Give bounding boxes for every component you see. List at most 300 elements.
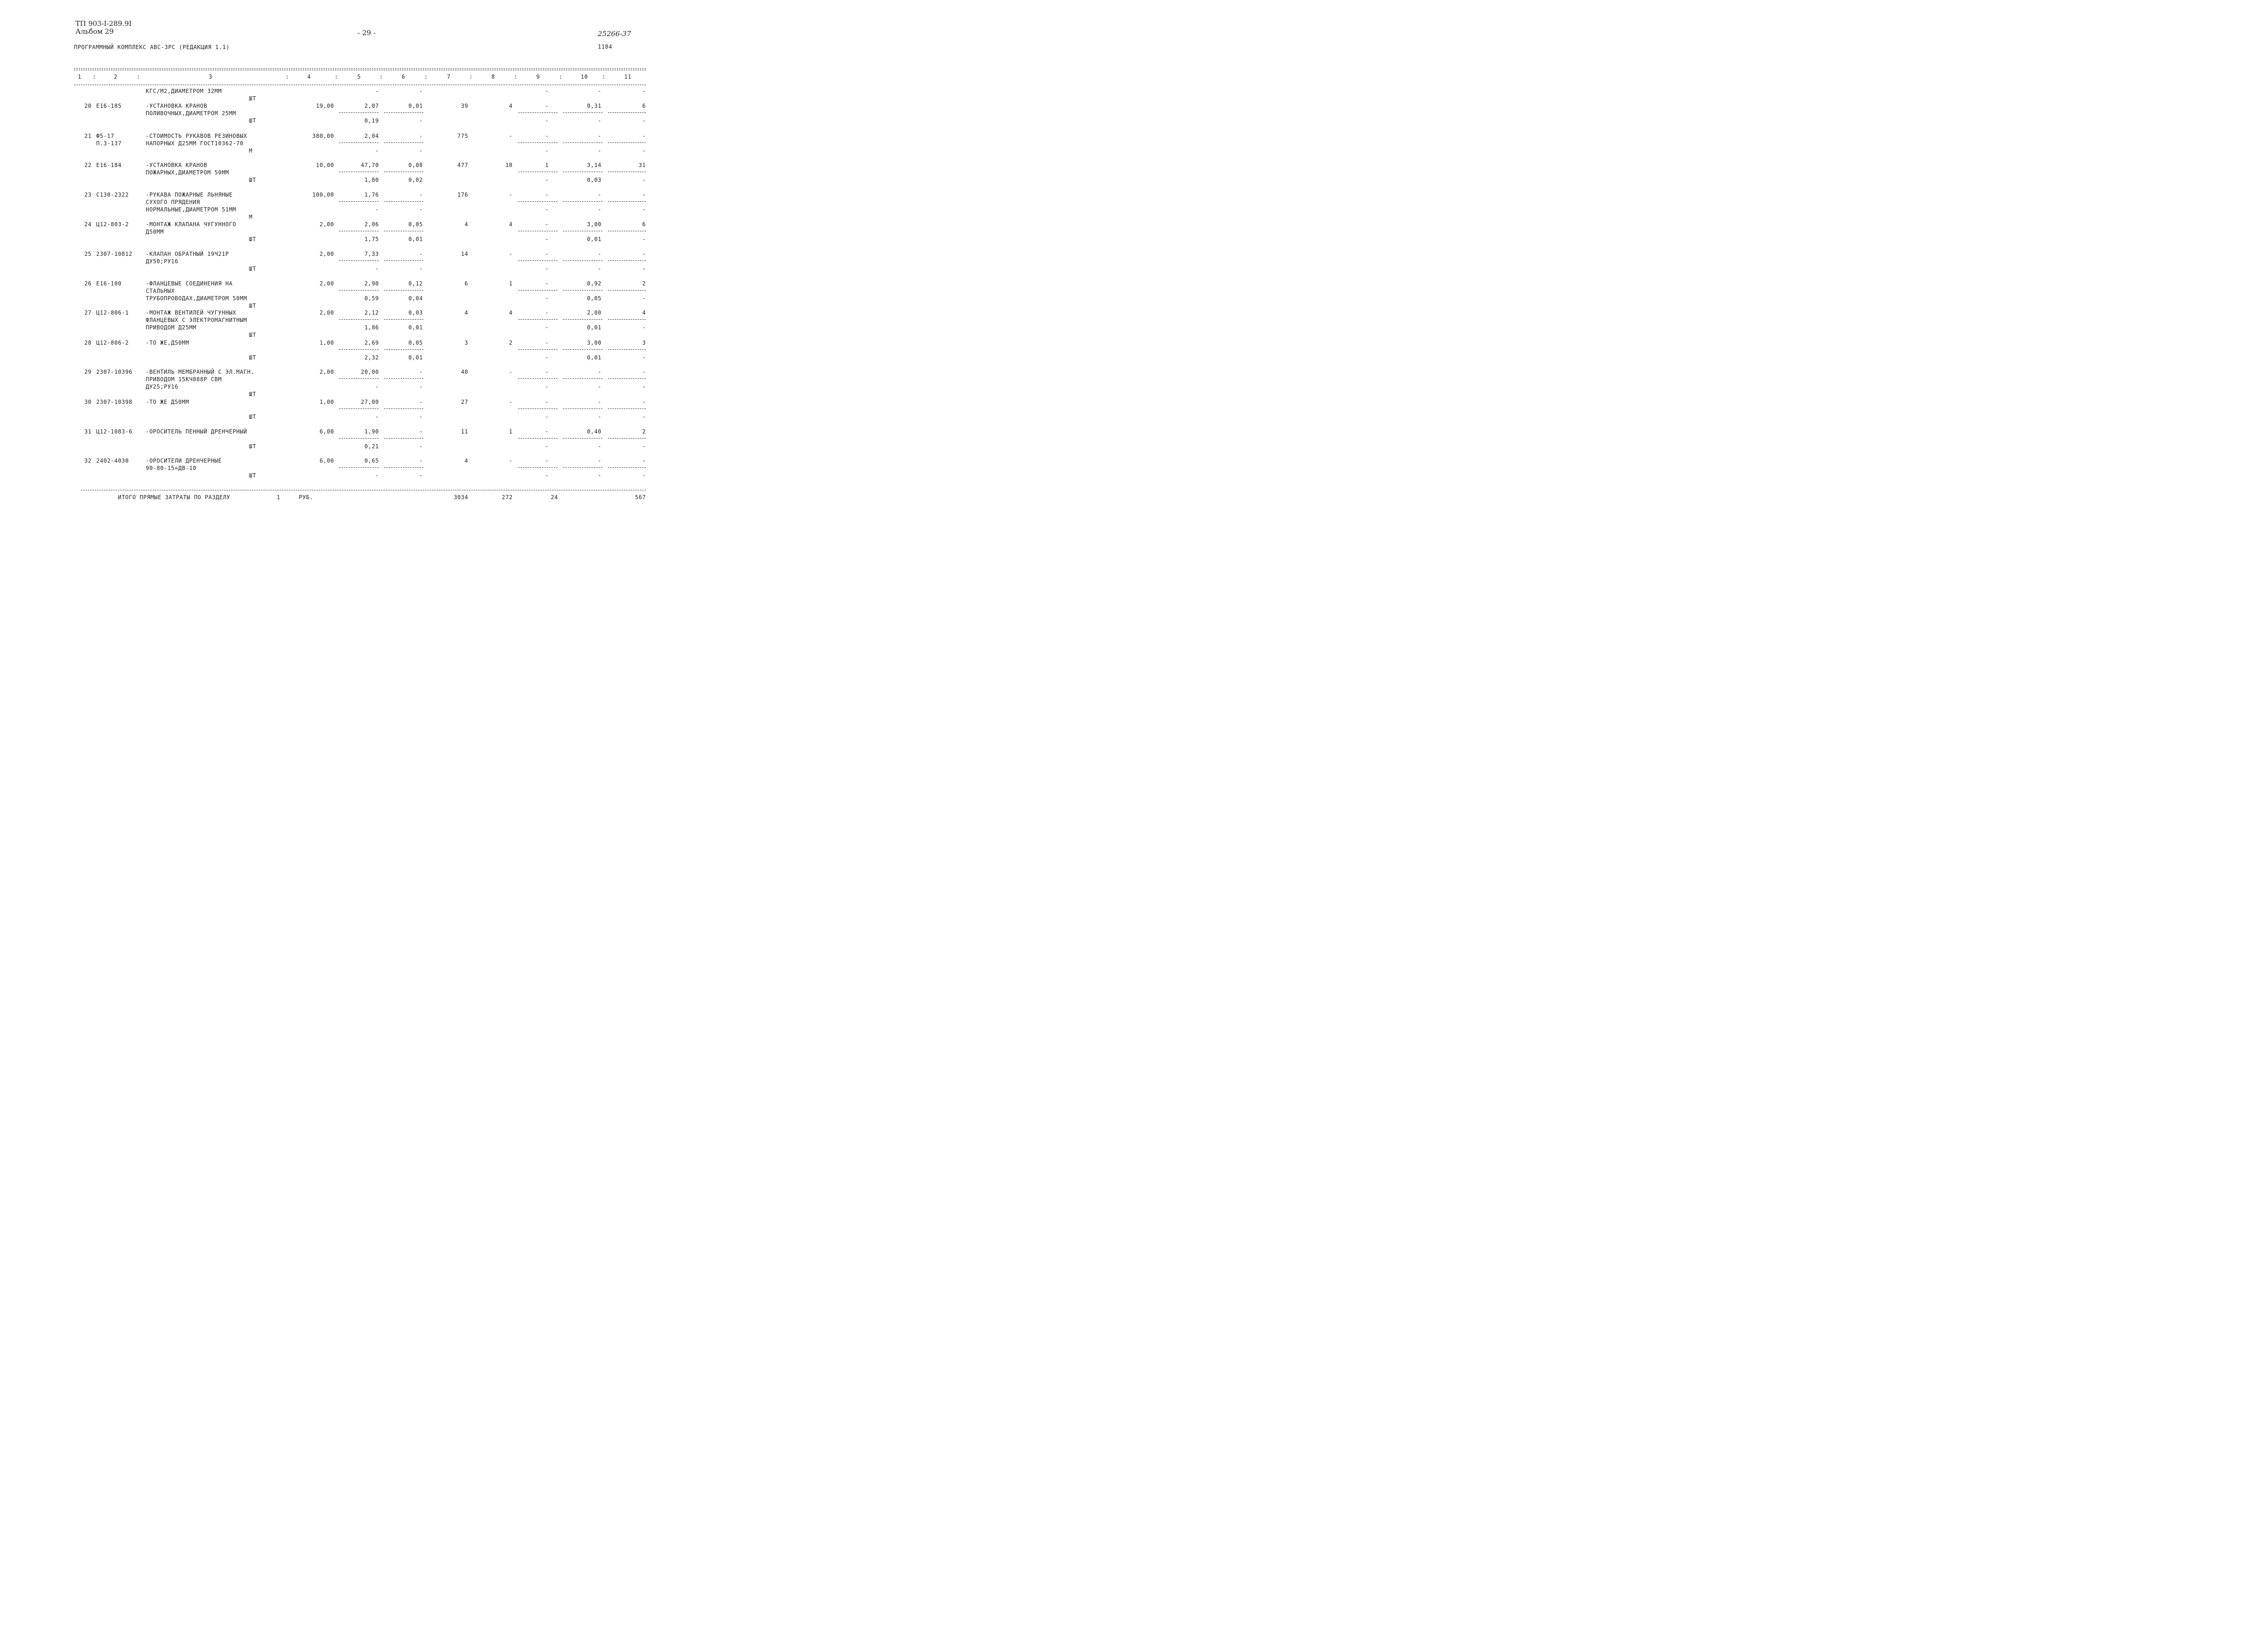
quantity: 1,00 [319, 399, 334, 405]
unit-cost-total: 1,90 [364, 428, 379, 435]
work-description: -РУКАВА ПОЖАРНЫЕ ЛЬНЯНЫЕ [146, 192, 233, 198]
unit-cost-total: 1,76 [364, 192, 379, 198]
quantity: 1,00 [319, 340, 334, 346]
unit-of-measure: ШТ [249, 177, 256, 183]
page-number: - 29 - [358, 29, 376, 37]
work-description: ПОЖАРНЫХ,ДИАМЕТРОМ 50ММ [146, 169, 229, 176]
column-separator: : [136, 74, 140, 80]
labor-per-unit: 3,14 [587, 162, 601, 168]
column-number: 9 [536, 74, 540, 80]
unit-cost-wages: 0,21 [364, 443, 379, 450]
unit-cost-total: 20,00 [360, 369, 379, 375]
labor-total: 3 [642, 340, 646, 346]
unit-cost-total: 7,33 [364, 251, 379, 257]
labor-total: - [642, 251, 646, 257]
labor-total: - [642, 369, 646, 375]
labor-machinist-per-unit: 0,03 [587, 177, 601, 183]
labor-machinist-total: - [642, 148, 646, 154]
total-wages: - [509, 192, 513, 198]
unit-cost-machines: - [419, 88, 423, 94]
column-number: 3 [209, 74, 212, 80]
total-cost: 775 [457, 133, 468, 139]
total-section-number: 1 [277, 494, 280, 501]
subtotal-rule [339, 142, 378, 143]
labor-total: - [642, 399, 646, 405]
unit-of-measure: ШТ [249, 95, 256, 102]
subtotal-rule [608, 142, 646, 143]
total-cost: 39 [461, 103, 468, 109]
unit-cost-wages: - [375, 266, 379, 272]
labor-machinist-total: - [642, 443, 646, 450]
subtotal-rule [563, 112, 602, 113]
subtotal-rule [518, 290, 558, 291]
work-description: КГС/М2,ДИАМЕТРОМ 32ММ [146, 88, 222, 94]
labor-total: 2 [642, 280, 646, 287]
labor-total: 6 [642, 103, 646, 109]
total-machine-wages: - [545, 266, 549, 272]
inventory-number: 25266-37 [598, 30, 631, 38]
labor-per-unit: - [598, 251, 601, 257]
sheet-number: 1184 [598, 43, 613, 50]
quantity: 19,00 [316, 103, 334, 109]
subtotal-rule [518, 467, 558, 468]
total-machines: - [545, 369, 549, 375]
work-description: -МОНТАЖ ВЕНТИЛЕЙ ЧУГУННЫХ [146, 309, 236, 316]
subtotal-rule [339, 319, 378, 320]
rate-code: 2307-10396 [96, 369, 133, 375]
unit-cost-machine-wages: - [419, 383, 423, 390]
labor-machinist-total: - [642, 383, 646, 390]
unit-cost-machines: - [419, 369, 423, 375]
row-number: 28 [84, 340, 92, 346]
unit-cost-machines: 0,01 [408, 103, 423, 109]
subtotal-rule [339, 290, 378, 291]
unit-cost-machine-wages: - [419, 206, 423, 213]
total-machine-wages: - [545, 177, 549, 183]
work-description: -УСТАНОВКА КРАНОВ [146, 162, 208, 168]
row-number: 22 [84, 162, 92, 168]
labor-per-unit: - [598, 192, 601, 198]
unit-of-measure: М [249, 214, 253, 220]
subtotal-rule [563, 319, 602, 320]
unit-of-measure: М [249, 148, 253, 154]
quantity: 2,00 [319, 251, 334, 257]
column-number: 11 [624, 74, 632, 80]
labor-per-unit: 0,31 [587, 103, 601, 109]
subtotal-rule [608, 349, 646, 350]
work-description: -ОРОСИТЕЛЬ ПЕННЫЙ ДРЕНЧЕРНЫЙ [146, 428, 248, 435]
subtotal-rule [608, 260, 646, 261]
labor-machinist-per-unit: 0,01 [587, 354, 601, 361]
work-description: -СТОИМОСТЬ РУКАВОВ РЕЗИНОВЫХ [146, 133, 248, 139]
subtotal-rule [384, 142, 423, 143]
labor-per-unit: 3,00 [587, 221, 601, 228]
unit-cost-wages: 1,80 [364, 177, 379, 183]
unit-cost-machine-wages: - [419, 148, 423, 154]
row-number: 30 [84, 399, 92, 405]
labor-per-unit: 0,40 [587, 428, 601, 435]
labor-machinist-per-unit: - [598, 266, 601, 272]
total-cost: 176 [457, 192, 468, 198]
labor-per-unit: - [598, 369, 601, 375]
total-cost: 477 [457, 162, 468, 168]
unit-cost-total: 2,06 [364, 221, 379, 228]
subtotal-rule [608, 378, 646, 379]
total-col11: 567 [635, 494, 646, 501]
work-description: Д50ММ [146, 229, 164, 235]
subtotal-rule [563, 467, 602, 468]
quantity: 6,00 [319, 428, 334, 435]
labor-machinist-per-unit: 0,01 [587, 324, 601, 331]
unit-cost-machine-wages: - [419, 443, 423, 450]
work-description: ФЛАНЦЕВЫХ С ЭЛЕКТРОМАГНИТНЫМ [146, 317, 248, 323]
total-label: ИТОГО ПРЯМЫЕ ЗАТРАТЫ ПО РАЗДЕЛУ [118, 494, 230, 501]
unit-of-measure: ШТ [249, 414, 256, 420]
total-machine-wages: - [545, 354, 549, 361]
subtotal-rule [339, 438, 378, 439]
unit-cost-wages: - [375, 148, 379, 154]
subtotal-rule [563, 438, 602, 439]
labor-per-unit: - [598, 399, 601, 405]
total-currency: РУБ. [299, 494, 314, 501]
unit-cost-total: 0,65 [364, 458, 379, 464]
rate-code: E16-185 [96, 103, 122, 109]
total-machines: - [545, 221, 549, 228]
row-number: 32 [84, 458, 92, 464]
labor-total: - [642, 133, 646, 139]
labor-total: 31 [638, 162, 646, 168]
row-number: 27 [84, 309, 92, 316]
document-code: ТП 903-I-289.9I [75, 19, 132, 28]
unit-cost-wages: - [375, 414, 379, 420]
total-machine-wages: - [545, 236, 549, 242]
labor-per-unit: - [598, 133, 601, 139]
labor-machinist-per-unit: - [598, 414, 601, 420]
subtotal-rule [563, 349, 602, 350]
work-description: НАПОРНЫХ Д25ММ ГОСТ10362-70 [146, 140, 244, 147]
total-wages: - [509, 399, 513, 405]
quantity: 6,00 [319, 458, 334, 464]
subtotal-rule [339, 467, 378, 468]
unit-cost-machines: 0,05 [408, 221, 423, 228]
total-machines: - [545, 309, 549, 316]
total-machine-wages: - [545, 414, 549, 420]
subtotal-rule [518, 349, 558, 350]
subtotal-rule [608, 467, 646, 468]
total-machines: 1 [545, 162, 549, 168]
total-cost: 6 [465, 280, 468, 287]
total-machines: - [545, 192, 549, 198]
unit-cost-wages: - [375, 472, 379, 479]
unit-cost-machine-wages: - [419, 472, 423, 479]
rate-code: Ц12-806-1 [96, 309, 129, 316]
unit-cost-total: 27,00 [360, 399, 379, 405]
subtotal-rule [563, 201, 602, 202]
unit-cost-machine-wages: - [419, 118, 423, 124]
subtotal-rule [518, 438, 558, 439]
subtotal-rule [384, 467, 423, 468]
row-number: 29 [84, 369, 92, 375]
quantity: 2,00 [319, 309, 334, 316]
rate-code: Ц12-803-2 [96, 221, 129, 228]
rate-code: C130-2322 [96, 192, 129, 198]
unit-cost-total: 2,69 [364, 340, 379, 346]
labor-per-unit: 3,00 [587, 340, 601, 346]
labor-machinist-total: - [642, 354, 646, 361]
unit-cost-machine-wages: 0,01 [408, 236, 423, 242]
column-number: 4 [307, 74, 311, 80]
total-wages: 18 [505, 162, 513, 168]
labor-total: - [642, 458, 646, 464]
labor-total: - [642, 192, 646, 198]
quantity: 2,00 [319, 369, 334, 375]
subtotal-rule [384, 349, 423, 350]
unit-of-measure: ШТ [249, 332, 256, 338]
unit-cost-machines: - [419, 251, 423, 257]
total-col7: 3034 [453, 494, 468, 501]
subtotal-rule [339, 378, 378, 379]
labor-machinist-per-unit: - [598, 148, 601, 154]
subtotal-rule [608, 201, 646, 202]
total-cost: 4 [465, 221, 468, 228]
work-description: ПРИВОДОМ 15КЧ888Р СВМ [146, 376, 222, 383]
labor-per-unit: - [598, 458, 601, 464]
unit-cost-wages: 0,59 [364, 295, 379, 302]
rate-code: Ц12-1083-6 [96, 428, 133, 435]
column-separator: : [285, 74, 289, 80]
total-machine-wages: - [545, 295, 549, 302]
work-description: ТРУБОПРОВОДАХ,ДИАМЕТРОМ 50ММ [146, 295, 248, 302]
subtotal-rule [384, 201, 423, 202]
subtotal-rule [518, 378, 558, 379]
subtotal-rule [518, 112, 558, 113]
labor-per-unit: - [598, 88, 601, 94]
column-separator: : [559, 74, 563, 80]
labor-machinist-total: - [642, 177, 646, 183]
labor-machinist-total: - [642, 324, 646, 331]
column-number: 7 [447, 74, 451, 80]
total-col8: 272 [502, 494, 513, 501]
subtotal-rule [384, 408, 423, 409]
row-number: 20 [84, 103, 92, 109]
quantity: 2,00 [319, 280, 334, 287]
rate-code: 2307-10812 [96, 251, 133, 257]
work-description: ПРИВОДОМ Д25ММ [146, 324, 197, 331]
total-machine-wages: - [545, 148, 549, 154]
unit-cost-total: 2,07 [364, 103, 379, 109]
quantity: 10,00 [316, 162, 334, 168]
labor-machinist-total: - [642, 472, 646, 479]
album-label: Альбом 29 [75, 27, 114, 36]
column-separator: : [424, 74, 428, 80]
unit-cost-machines: 0,05 [408, 340, 423, 346]
work-description: -ТО ЖЕ Д50ММ [146, 399, 189, 405]
unit-cost-machines: - [419, 133, 423, 139]
unit-cost-machine-wages: 0,01 [408, 354, 423, 361]
total-machines: - [545, 103, 549, 109]
column-separator: : [379, 74, 383, 80]
total-machine-wages: - [545, 383, 549, 390]
work-description: -УСТАНОВКА КРАНОВ [146, 103, 208, 109]
total-wages: 1 [509, 428, 513, 435]
unit-cost-machines: - [419, 192, 423, 198]
column-number: 5 [357, 74, 361, 80]
total-wages: - [509, 251, 513, 257]
unit-cost-wages: 0,19 [364, 118, 379, 124]
unit-cost-machine-wages: - [419, 266, 423, 272]
column-separator: : [335, 74, 338, 80]
unit-cost-machines: 0,08 [408, 162, 423, 168]
total-machines: - [545, 88, 549, 94]
rate-code: 2307-10398 [96, 399, 133, 405]
work-description: -ТО ЖЕ,Д50ММ [146, 340, 189, 346]
subtotal-rule [339, 260, 378, 261]
unit-cost-machines: - [419, 428, 423, 435]
labor-per-unit: 2,00 [587, 309, 601, 316]
quantity: 2,00 [319, 221, 334, 228]
total-col9: 24 [551, 494, 558, 501]
rate-code: Ц12-806-2 [96, 340, 129, 346]
total-wages: 4 [509, 221, 513, 228]
total-machines: - [545, 458, 549, 464]
subtotal-rule [563, 290, 602, 291]
work-description: -МОНТАЖ КЛАПАНА ЧУГУННОГО [146, 221, 236, 228]
total-machines: - [545, 340, 549, 346]
total-cost: 4 [465, 458, 468, 464]
work-description: ДУ50;РУ16 [146, 258, 179, 265]
total-machines: - [545, 251, 549, 257]
subtotal-rule [608, 408, 646, 409]
total-machines: - [545, 133, 549, 139]
column-separator: : [469, 74, 473, 80]
total-cost: 11 [461, 428, 468, 435]
total-cost: 40 [461, 369, 468, 375]
labor-machinist-per-unit: - [598, 118, 601, 124]
work-description: -ОРОСИТЕЛИ ДРЕНЧЕРНЫЕ [146, 458, 222, 464]
unit-cost-total: 47,70 [360, 162, 379, 168]
unit-cost-total: - [375, 88, 379, 94]
labor-machinist-total: - [642, 118, 646, 124]
unit-of-measure: ШТ [249, 354, 256, 361]
subtotal-rule [384, 260, 423, 261]
labor-total: 4 [642, 309, 646, 316]
unit-cost-wages: 1,86 [364, 324, 379, 331]
labor-machinist-per-unit: - [598, 443, 601, 450]
labor-machinist-per-unit: - [598, 206, 601, 213]
column-separator: : [602, 74, 606, 80]
labor-machinist-per-unit: - [598, 383, 601, 390]
column-number: 6 [402, 74, 405, 80]
column-separator: : [93, 74, 96, 80]
unit-cost-machines: - [419, 399, 423, 405]
rate-code: E16-100 [96, 280, 122, 287]
labor-total: 2 [642, 428, 646, 435]
subtotal-rule [563, 378, 602, 379]
total-cost: 27 [461, 399, 468, 405]
row-number: 26 [84, 280, 92, 287]
column-number: 2 [114, 74, 118, 80]
unit-cost-wages: - [375, 383, 379, 390]
column-separator: : [514, 74, 517, 80]
total-machines: - [545, 399, 549, 405]
work-description: ДУ25;РУ16 [146, 383, 179, 390]
subtotal-rule [608, 319, 646, 320]
subtotal-rule [384, 319, 423, 320]
total-cost: 3 [465, 340, 468, 346]
total-wages: 1 [509, 280, 513, 287]
total-wages: - [509, 458, 513, 464]
total-machines: - [545, 428, 549, 435]
total-cost: 4 [465, 309, 468, 316]
subtotal-rule [518, 408, 558, 409]
subtotal-rule [339, 201, 378, 202]
labor-per-unit: 0,92 [587, 280, 601, 287]
total-machines: - [545, 280, 549, 287]
subtotal-rule [384, 290, 423, 291]
total-wages: - [509, 369, 513, 375]
subtotal-rule [339, 349, 378, 350]
subtotal-rule [563, 142, 602, 143]
labor-machinist-per-unit: 0,05 [587, 295, 601, 302]
quantity: 380,00 [312, 133, 334, 139]
unit-cost-wages: - [375, 206, 379, 213]
subtotal-rule [563, 260, 602, 261]
labor-machinist-total: - [642, 206, 646, 213]
unit-cost-total: 2,04 [364, 133, 379, 139]
unit-cost-machines: 0,12 [408, 280, 423, 287]
work-description: НОРМАЛЬНЫЕ,ДИАМЕТРОМ 51ММ [146, 206, 236, 213]
labor-total: 6 [642, 221, 646, 228]
subtotal-rule [608, 438, 646, 439]
unit-of-measure: ШТ [249, 303, 256, 309]
subtotal-rule [384, 112, 423, 113]
table-top-rule [74, 68, 646, 69]
subtotal-rule [608, 112, 646, 113]
unit-cost-wages: 1,75 [364, 236, 379, 242]
rate-code: E16-184 [96, 162, 122, 168]
work-description: -КЛАПАН ОБРАТНЫЙ 19Ч21Р [146, 251, 229, 257]
unit-of-measure: ШТ [249, 443, 256, 450]
subtotal-rule [563, 408, 602, 409]
unit-cost-machine-wages: 0,02 [408, 177, 423, 183]
labor-machinist-per-unit: - [598, 472, 601, 479]
total-wages: 4 [509, 309, 513, 316]
work-description: ПОЛИВОЧНЫХ,ДИАМЕТРОМ 25ММ [146, 110, 236, 117]
total-machine-wages: - [545, 118, 549, 124]
total-machine-wages: - [545, 324, 549, 331]
subtotal-rule [384, 438, 423, 439]
total-wages: 4 [509, 103, 513, 109]
total-cost: 14 [461, 251, 468, 257]
subtotal-rule [339, 408, 378, 409]
labor-machinist-total: - [642, 266, 646, 272]
unit-cost-total: 2,90 [364, 280, 379, 287]
subtotal-rule [518, 142, 558, 143]
total-machine-wages: - [545, 472, 549, 479]
labor-machinist-total: - [642, 295, 646, 302]
work-description: СТАЛЬНЫХ [146, 288, 175, 294]
subtotal-rule [518, 201, 558, 202]
rate-code: П.3-137 [96, 140, 122, 147]
work-description: 90-80-15=ДВ-10 [146, 465, 197, 471]
row-number: 31 [84, 428, 92, 435]
work-description: -ФЛАНЦЕВЫЕ СОЕДИНЕНИЯ НА [146, 280, 233, 287]
rate-code: 2402-4030 [96, 458, 129, 464]
unit-cost-machine-wages: - [419, 414, 423, 420]
row-number: 23 [84, 192, 92, 198]
unit-of-measure: ШТ [249, 236, 256, 242]
labor-machinist-total: - [642, 236, 646, 242]
